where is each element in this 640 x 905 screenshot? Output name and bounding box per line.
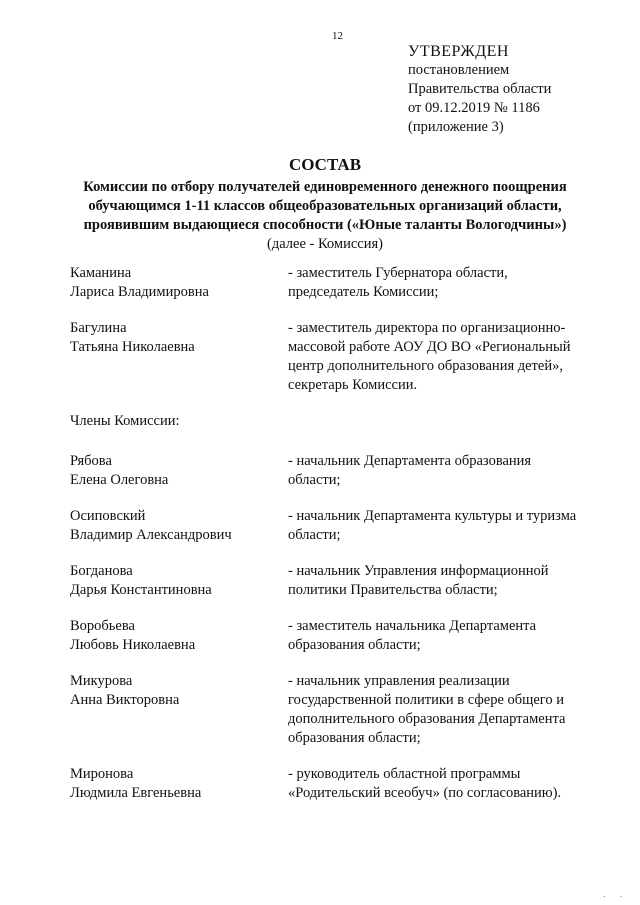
person-name bbox=[70, 319, 288, 395]
roster-row bbox=[70, 319, 610, 395]
approval-line: от 09.12.2019 № 1186 bbox=[408, 100, 540, 116]
title-subline: Комиссии по отбору получателей единовременного денежного поощрения bbox=[83, 179, 567, 195]
roster-row bbox=[70, 507, 610, 545]
document-title-block bbox=[60, 155, 590, 254]
person-role bbox=[288, 617, 610, 655]
person-role bbox=[288, 452, 610, 490]
person-role bbox=[288, 319, 610, 395]
person-role bbox=[288, 765, 610, 803]
corner-mark: . . bbox=[603, 889, 628, 899]
roster-row bbox=[70, 765, 610, 803]
person-name-line: Людмила Евгеньевна bbox=[70, 785, 202, 801]
person-name-line: Лариса Владимировна bbox=[70, 284, 209, 300]
roster-row bbox=[70, 672, 610, 748]
members-list bbox=[70, 452, 610, 803]
page-number: 12 bbox=[332, 30, 343, 42]
approval-line: (приложение 3) bbox=[408, 119, 504, 135]
title-subline: проявившим выдающиеся способности («Юные таланты Вологодчины») bbox=[83, 217, 567, 233]
person-name-line: Богданова bbox=[70, 563, 133, 579]
approval-line: постановлением bbox=[408, 62, 510, 78]
person-role-line: области; bbox=[288, 472, 341, 488]
person-role-line: - руководитель областной программы bbox=[288, 766, 521, 782]
roster-row bbox=[70, 452, 610, 490]
person-name-line: Осиповский bbox=[70, 508, 146, 524]
person-role-line: образования области; bbox=[288, 730, 421, 746]
person-name bbox=[70, 617, 288, 655]
commission-roster bbox=[70, 264, 610, 820]
person-role bbox=[288, 672, 610, 748]
person-name-line: Воробьева bbox=[70, 618, 135, 634]
person-name-line: Елена Олеговна bbox=[70, 472, 169, 488]
person-role-line: - начальник Департамента образования bbox=[288, 453, 532, 469]
person-role-line: - начальник управления реализации bbox=[288, 673, 510, 689]
person-name bbox=[70, 452, 288, 490]
person-name bbox=[70, 672, 288, 748]
person-role bbox=[288, 264, 610, 302]
person-role-line: области; bbox=[288, 527, 341, 543]
person-role-line: политики Правительства области; bbox=[288, 582, 498, 598]
approval-heading: УТВЕРЖДЕН bbox=[408, 43, 509, 60]
person-role-line: - начальник Управления информационной bbox=[288, 563, 549, 579]
person-name bbox=[70, 264, 288, 302]
roster-row bbox=[70, 264, 610, 302]
person-name bbox=[70, 507, 288, 545]
person-role-line: - заместитель директора по организационно- bbox=[288, 320, 566, 336]
document-title: СОСТАВ bbox=[288, 155, 362, 174]
person-name-line: Анна Викторовна bbox=[70, 692, 180, 708]
person-name-line: Микурова bbox=[70, 673, 133, 689]
person-role-line: - заместитель Губернатора области, bbox=[288, 265, 508, 281]
person-role bbox=[288, 562, 610, 600]
person-role-line: дополнительного образования Департамента bbox=[288, 711, 566, 727]
person-role-line: государственной политики в сфере общего и bbox=[288, 692, 564, 708]
person-role-line: «Родительский всеобуч» (по согласованию). bbox=[288, 785, 562, 801]
person-role-line: центр дополнительного образования детей», bbox=[288, 358, 563, 374]
leaders-list bbox=[70, 264, 610, 395]
roster-row bbox=[70, 617, 610, 655]
person-role-line: - начальник Департамента культуры и туризма bbox=[288, 508, 577, 524]
person-name-line: Миронова bbox=[70, 766, 134, 782]
approval-stamp bbox=[408, 42, 551, 137]
person-role-line: - заместитель начальника Департамента bbox=[288, 618, 537, 634]
person-name-line: Татьяна Николаевна bbox=[70, 339, 195, 355]
person-role-line: массовой работе АОУ ДО ВО «Региональный bbox=[288, 339, 571, 355]
title-subline: обучающимся 1-11 классов общеобразовательных организаций области, bbox=[88, 198, 562, 214]
person-role bbox=[288, 507, 610, 545]
person-name-line: Владимир Александрович bbox=[70, 527, 232, 543]
person-name-line: Дарья Константиновна bbox=[70, 582, 212, 598]
person-name-line: Рябова bbox=[70, 453, 112, 469]
title-note: (далее - Комиссия) bbox=[267, 236, 383, 252]
person-name bbox=[70, 765, 288, 803]
person-name bbox=[70, 562, 288, 600]
person-name-line: Багулина bbox=[70, 320, 127, 336]
person-role-line: образования области; bbox=[288, 637, 421, 653]
person-role-line: секретарь Комиссии. bbox=[288, 377, 418, 393]
person-role-line: председатель Комиссии; bbox=[288, 284, 439, 300]
roster-row bbox=[70, 562, 610, 600]
approval-line: Правительства области bbox=[408, 81, 552, 97]
members-heading: Члены Комиссии: bbox=[70, 413, 180, 429]
person-name-line: Любовь Николаевна bbox=[70, 637, 196, 653]
person-name-line: Каманина bbox=[70, 265, 132, 281]
